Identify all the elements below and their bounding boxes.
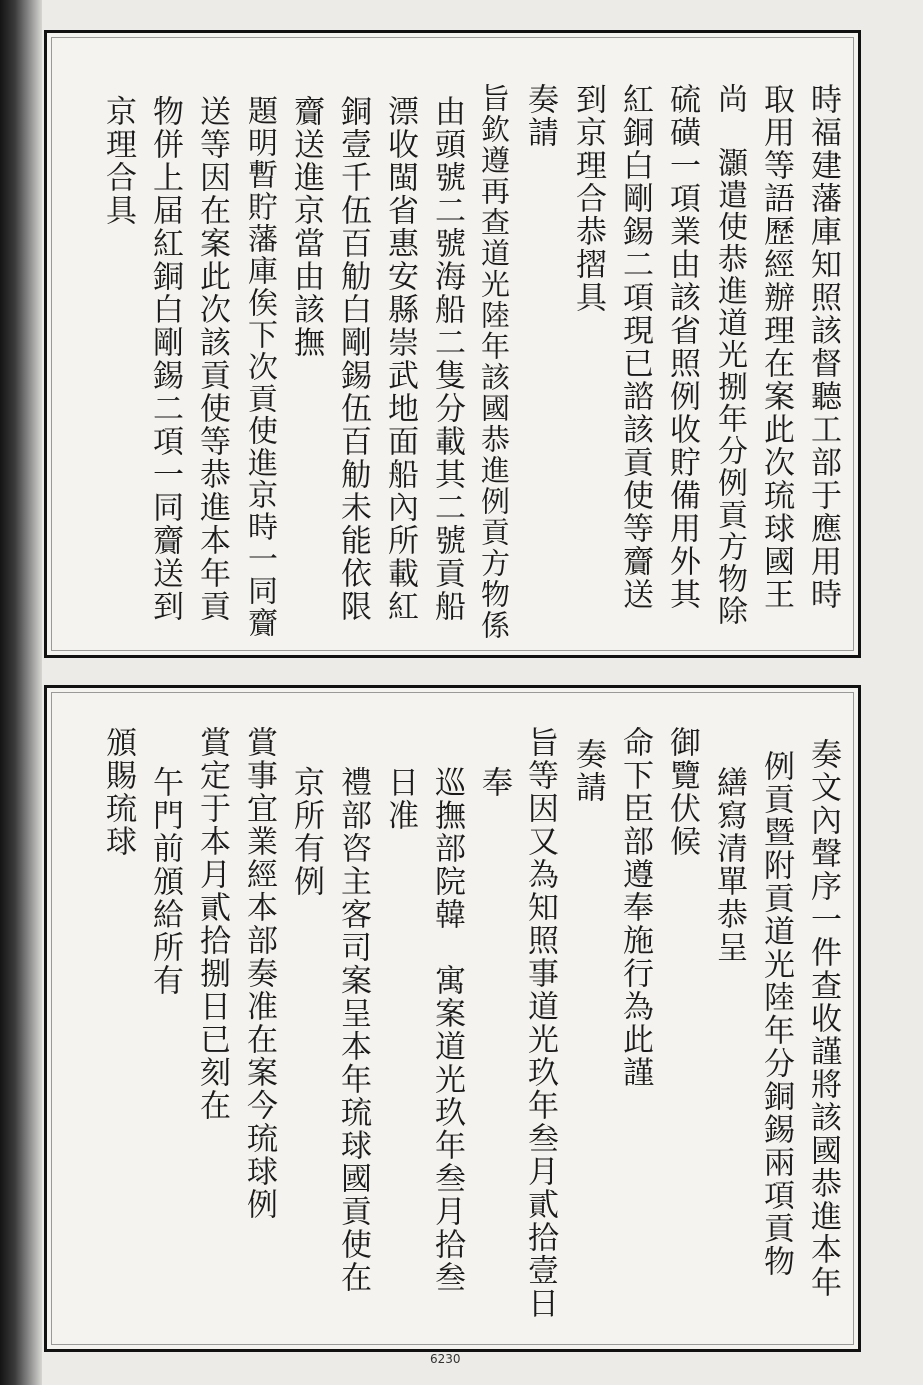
bottom-panel-column-4: 御覽伏候 — [664, 726, 700, 858]
bottom-panel-column-1: 奏文內聲序一件查收謹將該國恭進本年 — [805, 738, 841, 1299]
bottom-panel-column-9: 巡撫部院韓 寓案道光玖年叁月拾叁 — [429, 766, 465, 1294]
top-panel-column-10: 漂收閩省惠安縣崇武地面船內所載紅 — [382, 95, 418, 623]
bottom-panel-column-13: 賞事宜業經本部奏准在案今琉球例 — [241, 726, 277, 1221]
top-panel-column-12: 齎送進京當由該撫 — [288, 95, 324, 359]
page-number: 6230 — [430, 1352, 461, 1366]
top-panel-column-3: 尚 灝遣使恭進道光捌年分例貢方物除 — [712, 83, 747, 627]
bottom-panel-column-7: 旨等因又為知照事道光玖年叁月貳拾壹日 — [522, 726, 558, 1320]
bottom-panel-column-2: 例貢暨附貢道光陸年分銅錫兩項貢物 — [758, 750, 794, 1278]
bottom-panel-column-10: 日准 — [382, 766, 418, 832]
top-document-panel — [44, 30, 861, 658]
top-panel-column-14: 送等因在案此次該貢使等恭進本年貢 — [194, 95, 230, 623]
book-spine-shadow — [0, 0, 42, 1385]
bottom-panel-column-5: 命下臣部遵奉施行為此謹 — [617, 726, 653, 1089]
bottom-document-panel — [44, 685, 861, 1352]
bottom-panel-column-8: 奉 — [476, 766, 512, 799]
top-panel-column-5: 紅銅白剛錫二項現已諮該貢使等齎送 — [617, 83, 653, 611]
top-panel-column-6: 到京理合恭摺具 — [570, 83, 606, 314]
bottom-panel-column-3: 繕寫清單恭呈 — [711, 766, 747, 964]
top-panel-column-4: 硫磺一項業由該省照例收貯備用外其 — [664, 83, 700, 611]
top-panel-column-15: 物併上届紅銅白剛錫二項一同齎送到 — [147, 95, 183, 623]
bottom-panel-column-15: 午門前頒給所有 — [147, 766, 183, 997]
bottom-panel-column-6: 奏請 — [570, 738, 606, 804]
top-panel-column-2: 取用等語歷經辦理在案此次琉球國王 — [758, 83, 794, 611]
bottom-panel-column-12: 京所有例 — [288, 766, 324, 898]
top-panel-column-16: 京理合具 — [100, 95, 136, 227]
top-panel-column-1: 時福建藩庫知照該督聽工部于應用時 — [805, 83, 841, 611]
top-panel-column-8: 旨欽遵再查道光陸年該國恭進例貢方物係 — [477, 83, 511, 641]
top-panel-column-7: 奏請 — [522, 83, 558, 149]
bottom-panel-column-16: 頒賜琉球 — [100, 726, 136, 858]
top-panel-column-13: 題明暫貯藩庫俟下次貢使進京時一同齎 — [242, 95, 277, 639]
bottom-panel-column-11: 禮部咨主客司案呈本年琉球國貢使在 — [335, 766, 371, 1294]
top-panel-column-11: 銅壹千伍百觔白剛錫伍百觔未能依限 — [335, 95, 371, 623]
top-panel-column-9: 由頭號二號海船二隻分載其二號貢船 — [429, 95, 465, 623]
bottom-panel-column-14: 賞定于本月貳拾捌日已刻在 — [194, 726, 230, 1122]
